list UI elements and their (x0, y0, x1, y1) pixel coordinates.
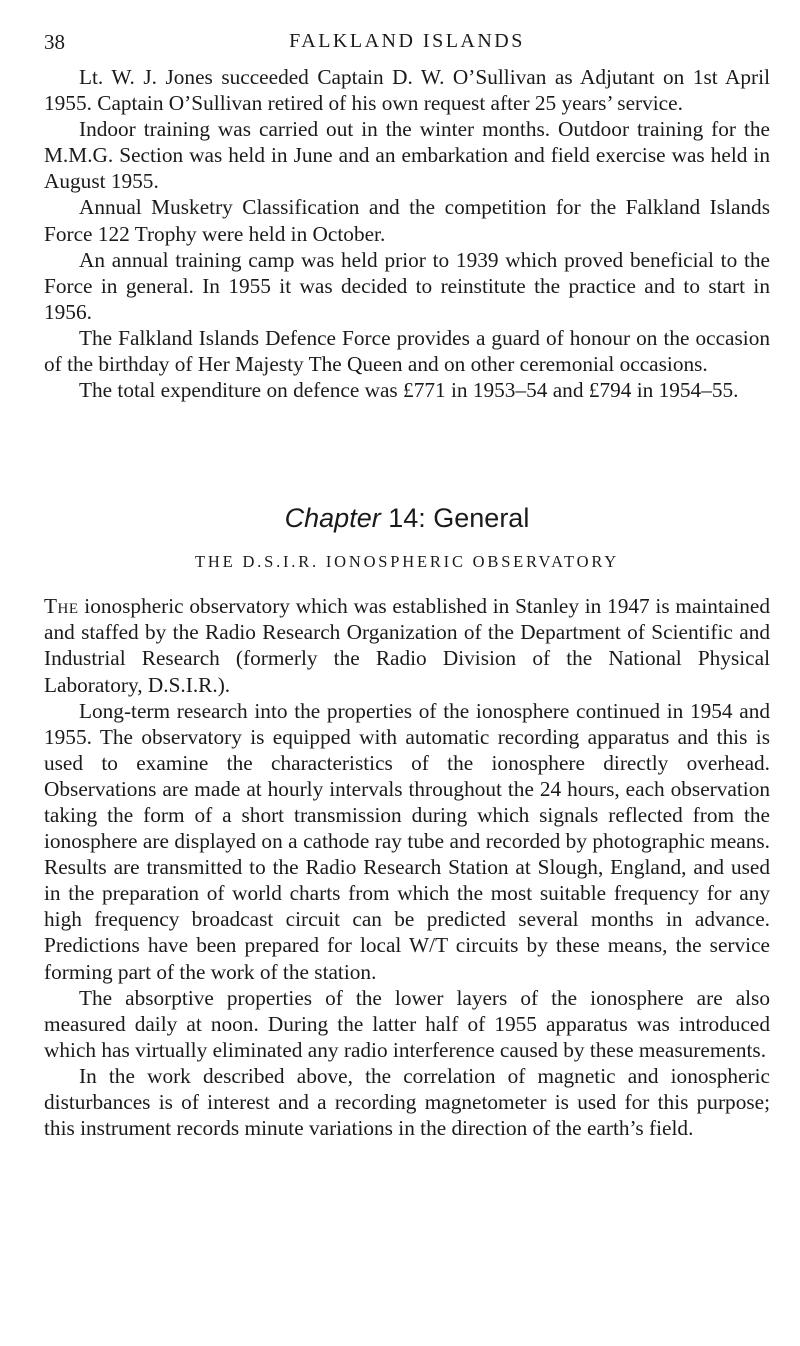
page-number: 38 (44, 30, 65, 54)
lead-word: The (44, 594, 79, 619)
paragraph-adjutant: Lt. W. J. Jones succeeded Captain D. W. O’Sullivan as Adjutant on 1st April 1955. Captain O’Sullivan retired of his own request after 25 years’ service. (44, 65, 770, 116)
paragraph-long-term-research: Long-term research into the properties of the ionosphere continued in 1954 and 1955. The observatory is equipped with automatic recording apparatus and this is used to examine the characteristics of the ionosphere directly overhead. Observations are made at hourly intervals throughout the 24 hours, each observation taking the form of a short transmission during which signals reflected from the ionosphere are displayed on a cathode ray tube and recorded by photographic means. Results are transmitted to the Radio Research Station at Slough, England, and used in the preparation of world charts from which the most suitable frequency for any high frequency broadcast circuit can be predicted several months in advance. Predictions have been prepared for local W/T circuits by these means, the service forming part of the work of the station. (44, 698, 770, 984)
chapter-word: Chapter (284, 503, 381, 534)
paragraph-expenditure: The total expenditure on defence was £771 in 1953–54 and £794 in 1954–55. (79, 378, 739, 403)
paragraph-absorptive-properties: The absorptive properties of the lower layers of the ionosphere are also measured daily at noon. During the latter half of 1955 apparatus was introduced which has virtually eliminated any radio interference caused by these measurements. (44, 985, 770, 1062)
defence-section (44, 64, 770, 403)
document-page (44, 30, 770, 1141)
running-header (44, 30, 770, 60)
running-title: FALKLAND ISLANDS (289, 30, 525, 52)
section-heading: THE D.S.I.R. IONOSPHERIC OBSERVATORY (195, 552, 619, 572)
paragraph-training-camp: An annual training camp was held prior to 1939 which proved beneficial to the Force in general. In 1955 it was decided to reinstitute the practice and to start in 1956. (44, 247, 770, 324)
paragraph-observatory-intro (44, 593, 770, 697)
paragraph-musketry: Annual Musketry Classification and the competition for the Falkland Islands Force 122 Trophy were held in October. (44, 195, 770, 246)
intro-rest: ionospheric observatory which was established in Stanley in 1947 is maintained and staffed by the Radio Research Organization of the Department of Scientific and Industrial Research (formerly the Radio Division of the National Physical Laboratory, D.S.I.R.). (44, 594, 770, 697)
chapter-heading (44, 501, 770, 535)
chapter-number-title: 14: General (388, 503, 530, 534)
paragraph-guard-of-honour: The Falkland Islands Defence Force provides a guard of honour on the occasion of the birthday of Her Majesty The Queen and on other ceremonial occasions. (44, 325, 770, 377)
paragraph-magnetometer: In the work described above, the correlation of magnetic and ionospheric disturbances is of interest and a recording magnetometer is used for this purpose; this instrument records minute variations in the direction of the earth’s field. (44, 1063, 770, 1141)
paragraph-training: Indoor training was carried out in the winter months. Outdoor training for the M.M.G. Section was held in June and an embarkation and field exercise was held in August 1955. (44, 117, 770, 194)
